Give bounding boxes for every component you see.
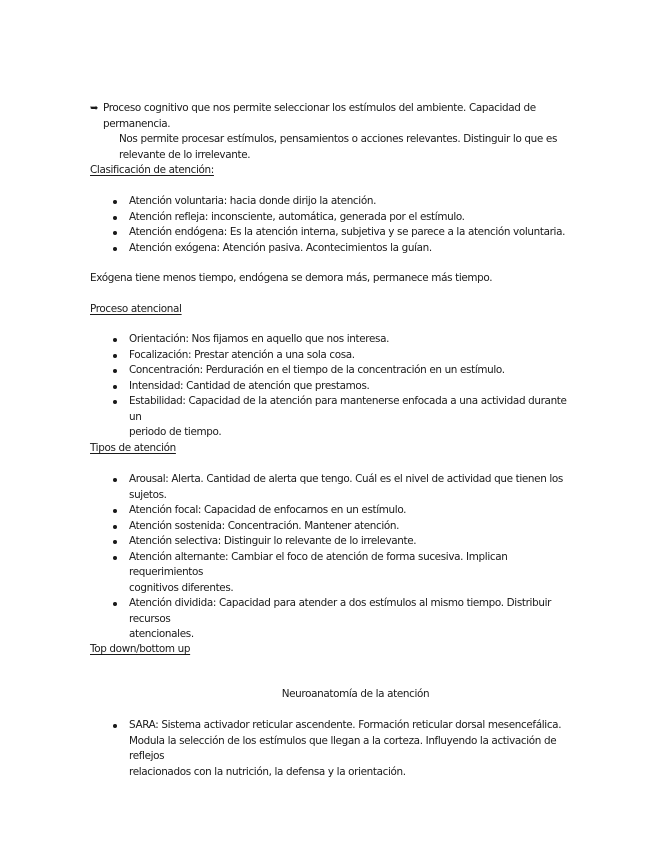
intro-line: Nos permite procesar estímulos, pensamientos o acciones relevantes. Distinguir lo que es xyxy=(119,133,558,145)
heading-top-down-bottom-up: Top down/bottom up xyxy=(90,643,191,655)
list-item-text: SARA: Sistema activador reticular ascendente. Formación reticular dorsal mesencefálica. xyxy=(129,719,562,731)
list-item-text: Intensidad: Cantidad de atención que prestamos. xyxy=(129,379,370,392)
list-item xyxy=(90,394,570,441)
list-item-text: Focalización: Prestar atención a una sola cosa. xyxy=(129,348,355,361)
list-item-text: Atención alternante: Cambiar el foco de atención de forma sucesiva. Implican requerimientos xyxy=(129,550,508,578)
intro-paragraph xyxy=(90,101,570,163)
list-item-text: Estabilidad: Capacidad de la atención para mantenerse enfocada a una actividad durante un xyxy=(129,395,567,423)
list-item xyxy=(90,472,570,503)
section-title-neuroanatomia: Neuroanatomía de la atención xyxy=(281,688,430,700)
list-item-text: Arousal: Alerta. Cantidad de alerta que tengo. Cuál es el nivel de actividad que tienen los xyxy=(129,473,563,485)
list-item-text: relacionados con la nutrición, la defensa y la orientación. xyxy=(129,765,406,778)
list-item xyxy=(90,596,570,643)
list-item-text: Atención sostenida: Concentración. Mantener atención. xyxy=(129,519,400,532)
clasificacion-list xyxy=(90,194,570,256)
list-item xyxy=(90,348,570,364)
list-item-text: Atención selectiva: Distinguir lo relevante de lo irrelevante. xyxy=(129,535,417,547)
proceso-list xyxy=(90,332,570,441)
list-item: Atención exógena: Atención pasiva. Acontecimientos la guían. xyxy=(90,241,570,257)
list-item xyxy=(90,332,570,348)
list-item-text: sujetos. xyxy=(129,488,167,501)
list-item: Atención endógena: Es la atención interna, subjetiva y se parece a la atención voluntaria. xyxy=(90,225,570,241)
list-item-text: periodo de tiempo. xyxy=(129,426,222,438)
list-item: Atención voluntaria: hacia donde dirijo la atención. xyxy=(90,194,570,210)
list-item: Atención refleja: inconsciente, automática, generada por el estímulo. xyxy=(90,210,570,226)
heading-clasificacion: Clasificación de atención: xyxy=(90,164,214,176)
heading-tipos-de-atencion: Tipos de atención xyxy=(90,442,176,454)
list-item-text: Modula la selección de los estímulos que llegan a la corteza. Influyendo la activación de reflejos xyxy=(129,734,557,762)
intro-line: Proceso cognitivo que nos permite seleccionar los estímulos del ambiente. Capacidad de permanencia. xyxy=(103,102,536,130)
arrow-bullet-icon: ➥ xyxy=(90,103,99,114)
list-item-text: Orientación: Nos fijamos en aquello que nos interesa. xyxy=(129,333,390,345)
list-item xyxy=(90,363,570,379)
neuro-list xyxy=(90,718,570,780)
intro-line: relevante de lo irrelevante. xyxy=(119,148,251,161)
list-item-text: Atención dividida: Capacidad para atender a dos estímulos al mismo tiempo. Distribuir recursos xyxy=(129,597,552,625)
list-item xyxy=(90,503,570,519)
list-item xyxy=(90,519,570,535)
heading-proceso-atencional: Proceso atencional xyxy=(90,303,182,315)
exogena-note: Exógena tiene menos tiempo, endógena se demora más, permanece más tiempo. xyxy=(90,272,493,284)
list-item xyxy=(90,550,570,597)
list-item-text: cognitivos diferentes. xyxy=(129,581,234,594)
list-item-text: Concentración: Perduración en el tiempo de la concentración en un estímulo. xyxy=(129,364,505,376)
list-item-text: Atención focal: Capacidad de enfocarnos en un estímulo. xyxy=(129,504,407,516)
list-item xyxy=(90,379,570,395)
list-item-text: atencionales. xyxy=(129,628,194,640)
list-item xyxy=(90,718,570,780)
tipos-list xyxy=(90,472,570,643)
list-item xyxy=(90,534,570,550)
